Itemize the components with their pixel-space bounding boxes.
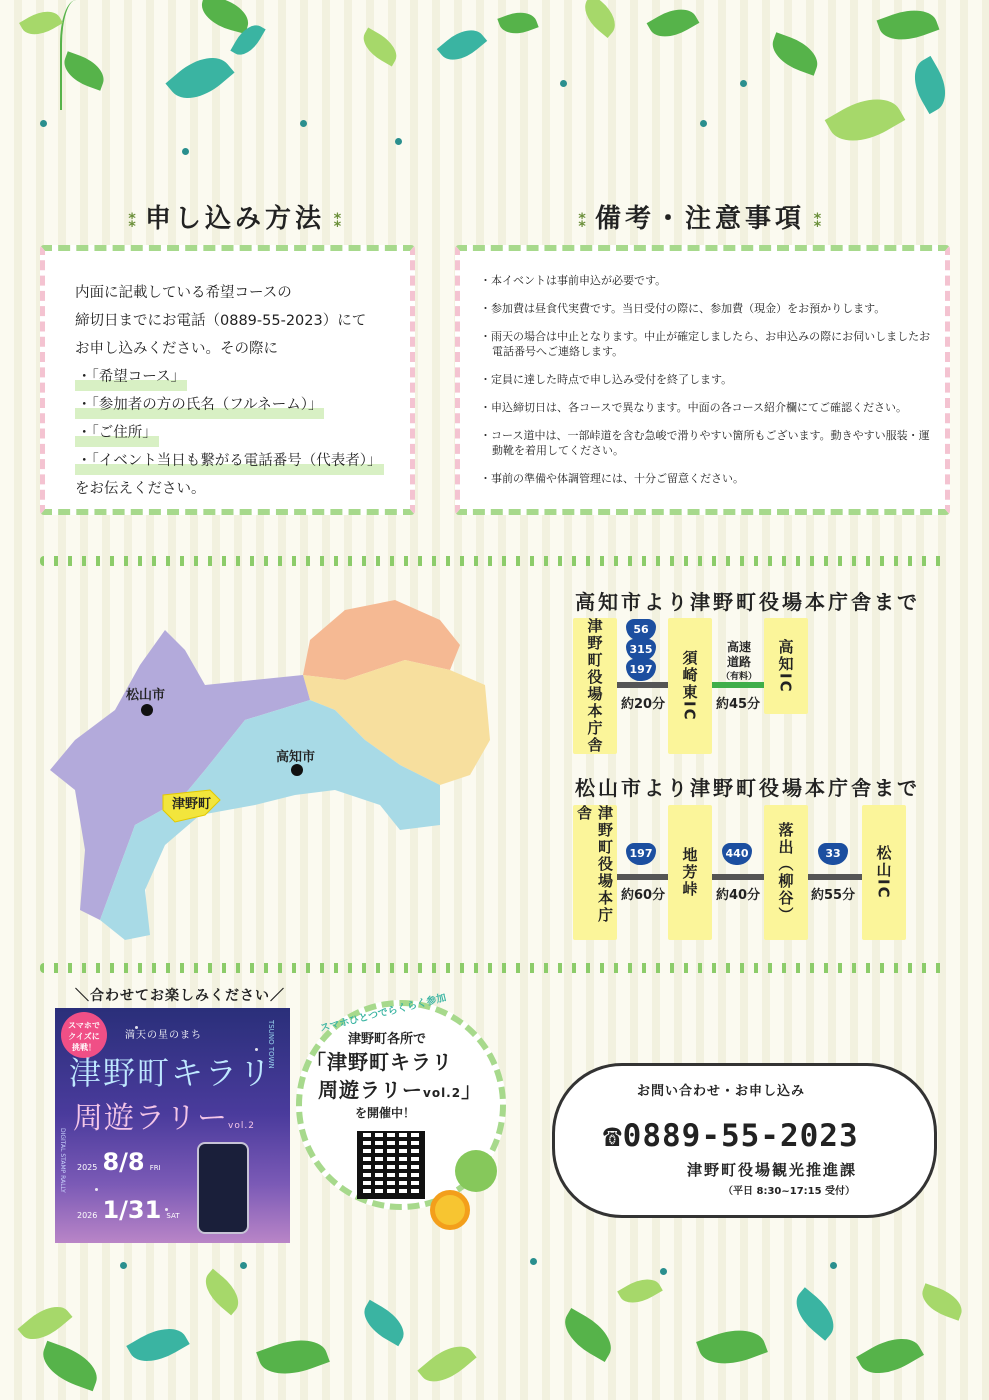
route2-shield-440: 440 — [722, 843, 752, 865]
route2-time3: 約55分 — [811, 888, 856, 903]
note-item: ・事前の準備や体調管理には、十分ご留意ください。 — [480, 472, 744, 485]
route2-time1: 約60分 — [621, 888, 666, 903]
note-item: ・定員に達した時点で申し込み受付を終了します。 — [480, 373, 733, 386]
qr-code[interactable] — [359, 1133, 423, 1197]
arc-caption: スマホひとつでらくらく参加 — [319, 992, 448, 1035]
howto-text: 内面に記載している希望コースの 締切日までにお電話（0889-55-2023）にて お申し込みください。その際に ・「希望コース」 ・「参加者の方の氏名（フルネーム）」 ・「ご住所」 ・「イベント当日も繋がる電話番号（代表者）」 をお伝えください。 — [75, 285, 382, 497]
contact-label: お問い合わせ・お申し込み — [637, 1084, 806, 1099]
howto-card — [40, 245, 415, 515]
route1-highway-label: 高速 道路 （有料） — [720, 640, 757, 682]
route1-start: 津野町役場本庁舎 — [573, 618, 617, 754]
kochi-dot — [291, 764, 303, 776]
route1-time1: 約20分 — [621, 697, 666, 712]
route2-title: 松山市より津野町役場本庁舎まで — [575, 776, 920, 800]
route1-mid: 須崎東IC — [668, 618, 712, 754]
flower-icon — [430, 1190, 470, 1230]
divider-top — [40, 556, 950, 566]
route2-end: 松山IC — [862, 805, 906, 940]
route2-road-a — [612, 874, 672, 880]
notes-card — [455, 245, 950, 515]
poster-phone-image — [197, 1142, 249, 1234]
route1-title: 高知市より津野町役場本庁舎まで — [575, 590, 920, 614]
poster-digital-label: DIGITAL STAMP RALLY — [59, 1128, 66, 1193]
route2-road-c — [806, 874, 866, 880]
route2-shield-197: 197 — [626, 843, 656, 865]
note-item: ・参加費は昼食代実費です。当日受付の際に、参加費（現金）をお預かりします。 — [480, 302, 886, 315]
contact-hours: （平日 8:30~17:15 受付） — [723, 1186, 856, 1197]
howto-title: ⁑ 申し込み方法 ⁑ — [127, 204, 343, 234]
route2-p2: 地芳峠 — [668, 805, 712, 940]
poster-badge: スマホでクイズに挑戦！ — [61, 1012, 107, 1058]
clover-icon — [455, 1150, 497, 1192]
route1-shield-315: 315 — [626, 639, 656, 661]
poster-subtitle: 満天の星のまち — [125, 1030, 202, 1041]
route2-road-b — [710, 874, 768, 880]
contact-phone[interactable]: ☎0889-55-2023 — [603, 1118, 859, 1154]
rally-line-1: 津野町各所で — [348, 1032, 427, 1047]
rally-line-4: を開催中！ — [355, 1106, 416, 1120]
divider-bottom — [40, 963, 950, 973]
notes-list — [478, 273, 931, 499]
map-label-matsuyama: 松山市 — [126, 688, 166, 703]
notes-title: ⁑ 備考・注意事項 ⁑ — [577, 204, 823, 234]
poster-side-text: TSUNO TOWN — [267, 1020, 275, 1069]
rally-line-2: 「津野町キラリ — [306, 1050, 453, 1074]
rally-line-3: 周遊ラリーvol.2」 — [318, 1078, 483, 1102]
shikoku-map — [45, 590, 545, 950]
route1-shield-56: 56 — [626, 619, 656, 641]
promo-banner: ＼合わせてお楽しみください／ — [75, 988, 285, 1004]
map-label-kochi: 高知市 — [276, 750, 316, 765]
route1-end: 高知IC — [764, 618, 808, 714]
route2-start: 津野町役場本庁舎 — [573, 805, 617, 940]
route1-road-a — [612, 682, 672, 688]
note-item: ・コース道中は、一部峠道を含む急峻で滑りやすい箇所もございます。動きやすい服装・運動靴を着用してください。 — [480, 429, 930, 457]
poster-date-start: 2025 8/8 FRI — [77, 1148, 161, 1176]
rally-poster — [55, 1008, 290, 1243]
note-item: ・雨天の場合は中止となります。中止が確定しましたら、お申込みの際にお伺いしましたお電話番号へご連絡します。 — [480, 330, 931, 358]
route1-time2: 約45分 — [716, 697, 761, 712]
contact-box — [552, 1063, 937, 1218]
matsuyama-dot — [141, 704, 153, 716]
map-label-tsuno: 津野町 — [172, 797, 212, 812]
route2-p3: 落出（柳谷） — [764, 805, 808, 940]
poster-date-end: 2026 1/31 SAT — [77, 1196, 180, 1224]
note-item: ・本イベントは事前申込が必要です。 — [480, 274, 667, 287]
route2-shield-33: 33 — [818, 843, 848, 865]
contact-dept: 津野町役場観光推進課 — [687, 1161, 858, 1179]
poster-title-2: 周遊ラリーvol.2 — [73, 1101, 255, 1136]
poster-title-1: 津野町キラリ — [69, 1054, 274, 1092]
note-item: ・申込締切日は、各コースで異なります。中面の各コース紹介欄にてご確認ください。 — [480, 401, 908, 414]
route1-shield-197: 197 — [626, 659, 656, 681]
route2-time2: 約40分 — [716, 888, 761, 903]
